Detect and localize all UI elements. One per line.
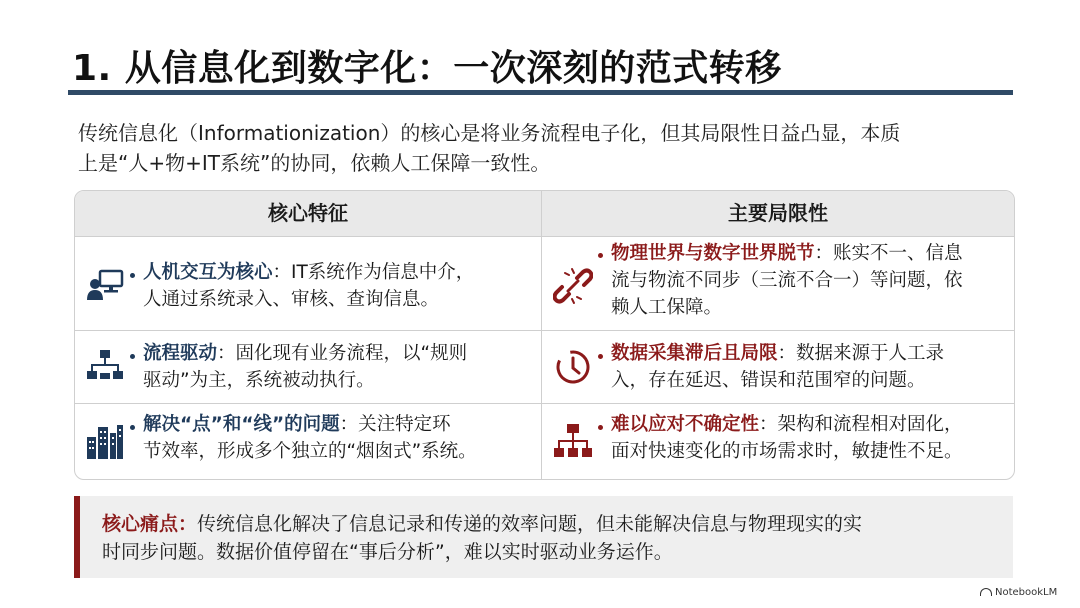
feature-line-2: 人通过系统录入、审核、查询信息。 xyxy=(143,289,440,310)
limitation-line-1: ：账实不一、信息 xyxy=(814,243,963,264)
bullet-dot xyxy=(130,425,135,430)
notebooklm-logo-icon xyxy=(980,588,992,596)
limitation-line-2: 面对快速变化的市场需求时，敏捷性不足。 xyxy=(611,441,963,462)
core-pain-point-callout xyxy=(74,496,1013,578)
hierarchy-icon xyxy=(553,421,593,461)
callout-line-1: 传统信息化解决了信息记录和传递的效率问题，但未能解决信息与物理现实的实 xyxy=(197,513,863,535)
intro-paragraph xyxy=(78,118,1018,178)
intro-line-1: 传统信息化（Informationization）的核心是将业务流程电子化，但其局限性日益凸显，本质 xyxy=(78,121,901,145)
limitation-line-1: ：架构和流程相对固化， xyxy=(759,414,963,435)
bullet-dot xyxy=(598,354,603,359)
bullet-dot xyxy=(598,253,603,258)
table-header-row xyxy=(75,191,1014,237)
limitation-line-3: 赖人工保障。 xyxy=(611,297,723,318)
feature-text xyxy=(143,411,538,465)
limitation-text xyxy=(611,340,1011,394)
feature-keyword: 解决“点”和“线”的问题 xyxy=(143,414,340,435)
feature-line-1: ：固化现有业务流程，以“规则 xyxy=(217,343,468,364)
brand-label: NotebookLM xyxy=(995,587,1058,598)
limitation-keyword: 难以应对不确定性 xyxy=(611,414,760,435)
bullet-dot xyxy=(130,354,135,359)
notebooklm-brand xyxy=(980,587,1057,598)
header-main-limitations: 主要局限性 xyxy=(728,201,828,225)
row-divider xyxy=(75,403,1014,404)
feature-text xyxy=(143,340,533,394)
feature-line-2: 驱动”为主，系统被动执行。 xyxy=(143,370,375,391)
bullet-dot xyxy=(598,425,603,430)
feature-keyword: 人机交互为核心 xyxy=(143,262,273,283)
buildings-icon xyxy=(85,421,125,461)
broken-link-icon xyxy=(553,266,593,306)
header-core-features: 核心特征 xyxy=(268,201,348,225)
clock-icon xyxy=(553,347,593,387)
column-divider xyxy=(541,191,542,479)
row-divider xyxy=(75,330,1014,331)
feature-line-1: ：IT系统作为信息中介， xyxy=(272,262,475,283)
feature-line-1: ：关注特定环 xyxy=(339,414,451,435)
limitation-text xyxy=(611,411,1011,465)
intro-line-2: 上是“人+物+IT系统”的协同，依赖人工保障一致性。 xyxy=(78,151,551,175)
limitation-line-1: ：数据来源于人工录 xyxy=(777,343,945,364)
bullet-dot xyxy=(130,273,135,278)
limitation-keyword: 数据采集滞后且局限 xyxy=(611,343,778,364)
limitation-text xyxy=(611,240,1011,321)
feature-line-2: 节效率，形成多个独立的“烟囱式”系统。 xyxy=(143,441,477,462)
flowchart-icon xyxy=(85,347,125,387)
callout-keyword: 核心痛点： xyxy=(102,513,198,535)
feature-text xyxy=(143,259,533,313)
callout-text xyxy=(102,510,1002,566)
callout-accent-bar xyxy=(74,496,80,578)
comparison-table xyxy=(74,190,1015,480)
title-underline xyxy=(68,90,1013,95)
callout-line-2: 时同步问题。数据价值停留在“事后分析”，难以实时驱动业务运作。 xyxy=(102,541,673,563)
page-title: 1. 从信息化到数字化：一次深刻的范式转移 xyxy=(72,48,782,89)
limitation-line-2: 流与物流不同步（三流不合一）等问题，依 xyxy=(611,270,963,291)
person-computer-icon xyxy=(85,266,125,306)
feature-keyword: 流程驱动 xyxy=(143,343,218,364)
limitation-line-2: 入，存在延迟、错误和范围窄的问题。 xyxy=(611,370,926,391)
limitation-keyword: 物理世界与数字世界脱节 xyxy=(611,243,815,264)
